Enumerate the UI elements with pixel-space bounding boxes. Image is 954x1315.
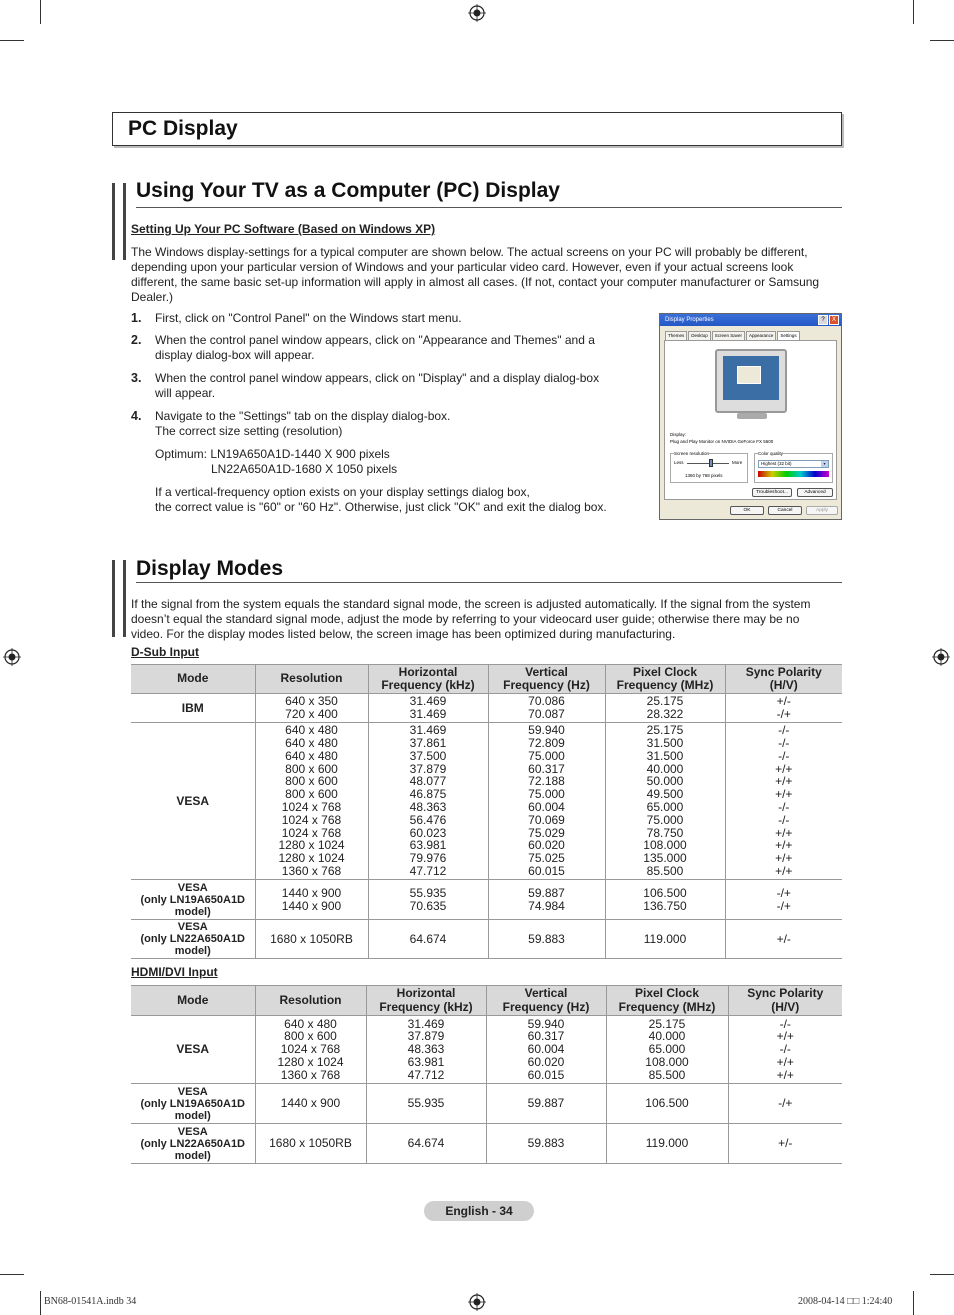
intro-line: Dealer.)	[131, 290, 174, 304]
step-number: 1.	[131, 311, 142, 325]
table-row	[131, 1016, 842, 1084]
value-cell: 640 x 480 640 x 480 640 x 480 800 x 600 800 x 600 800 x 600 1024 x 768 1024 x 768 1024 x 768 1280 x 1024 1280 x 1024 1360 x 768	[255, 723, 368, 880]
step-text: First, click on "Control Panel" on the Windows start menu.	[155, 311, 462, 325]
tab-themes[interactable]: Themes	[665, 331, 687, 340]
table-row	[131, 694, 842, 723]
ok-button[interactable]: OK	[730, 506, 764, 515]
step-text: display dialog-box will appear.	[155, 348, 315, 362]
value-cell: 25.175 40.000 65.000 108.000 85.500	[606, 1016, 728, 1084]
value-cell: 640 x 350 720 x 400	[255, 694, 368, 723]
mode-cell: VESA (only LN19A650A1D model)	[131, 1084, 255, 1124]
mode-cell: IBM	[131, 694, 255, 723]
optimum-line: Optimum: LN19A650A1D-1440 X 900 pixels	[155, 447, 390, 461]
registration-mark-icon	[932, 648, 950, 666]
intro-line: video. For the display modes listed below, the screen image has been optimized during manufacturing.	[131, 627, 676, 641]
section-heading: Using Your TV as a Computer (PC) Display	[136, 179, 560, 202]
column-header: Sync Polarity (H/V)	[725, 665, 842, 694]
table-row	[131, 920, 842, 959]
more-label: More	[732, 460, 743, 465]
column-header: Vertical Frequency (Hz)	[486, 986, 606, 1016]
crop-mark	[40, 0, 41, 24]
monitor-icon	[715, 349, 787, 413]
tab-appearance[interactable]: Appearance	[746, 331, 776, 340]
column-header: Mode	[131, 986, 255, 1016]
crop-mark	[913, 1291, 914, 1315]
color-bar	[758, 471, 829, 477]
mode-cell: VESA (only LN22A650A1D model)	[131, 920, 255, 959]
hdmi-table	[131, 985, 842, 1164]
step-text: Navigate to the "Settings" tab on the display dialog-box.	[155, 409, 451, 423]
troubleshoot-button[interactable]: Troubleshoot...	[752, 488, 792, 497]
step-number: 3.	[131, 371, 142, 385]
column-header: Vertical Frequency (Hz)	[488, 665, 605, 694]
value-cell: -/+	[728, 1084, 842, 1124]
mode-cell: VESA	[131, 723, 255, 880]
chevron-down-icon: ▾	[821, 461, 828, 467]
value-cell: 106.500 136.750	[605, 880, 725, 920]
value-cell: 106.500	[606, 1084, 728, 1124]
value-cell: 64.674	[366, 1124, 486, 1164]
mode-cell: VESA	[131, 1016, 255, 1084]
dialog-title: Display Properties	[665, 317, 714, 323]
value-cell: 55.935 70.635	[368, 880, 488, 920]
value-cell: -/- +/+ -/- +/+ +/+	[728, 1016, 842, 1084]
crop-mark	[0, 40, 24, 41]
step-text: When the control panel window appears, click on "Appearance and Themes" and a	[155, 333, 595, 347]
intro-line: The Windows display-settings for a typical computer are shown below. The actual screens on your PC will probably be different,	[131, 245, 808, 259]
slider-handle[interactable]	[709, 459, 713, 467]
subheading: Setting Up Your PC Software (Based on Windows XP)	[131, 222, 436, 236]
value-cell: 59.940 60.317 60.004 60.020 60.015	[486, 1016, 606, 1084]
hdmi-label: HDMI/DVI Input	[131, 965, 218, 979]
value-cell: 64.674	[368, 920, 488, 959]
optimum-line: LN22A650A1D-1680 X 1050 pixels	[211, 462, 398, 476]
value-cell: 25.175 31.500 31.500 40.000 50.000 49.500 65.000 75.000 78.750 108.000 135.000 85.500	[605, 723, 725, 880]
column-header: Pixel Clock Frequency (MHz)	[605, 665, 725, 694]
section-heading: Display Modes	[136, 557, 284, 580]
monitor-screen	[723, 356, 779, 400]
color-value: Highest (32 bit)	[761, 461, 792, 466]
column-header: Pixel Clock Frequency (MHz)	[606, 986, 728, 1016]
resolution-slider[interactable]	[687, 463, 729, 464]
value-cell: 59.887 74.984	[488, 880, 605, 920]
table-row	[131, 1084, 842, 1124]
value-cell: 1680 x 1050RB	[255, 920, 368, 959]
page-number-badge: English - 34	[424, 1201, 534, 1221]
print-date: 2008-04-14 □□ 1:24:40	[798, 1296, 893, 1307]
resolution-value: 1360 by 768 pixels	[685, 473, 723, 478]
crop-mark	[0, 1274, 24, 1275]
value-cell: 119.000	[605, 920, 725, 959]
crop-mark	[930, 1274, 954, 1275]
color-group	[754, 453, 833, 483]
advanced-button[interactable]: Advanced	[797, 488, 833, 497]
crop-mark	[930, 40, 954, 41]
registration-mark-icon	[468, 4, 486, 22]
column-header: Sync Polarity (H/V)	[728, 986, 842, 1016]
page-title-box	[112, 112, 842, 146]
color-select[interactable]	[758, 460, 829, 468]
value-cell: 640 x 480 800 x 600 1024 x 768 1280 x 1024 1360 x 768	[255, 1016, 366, 1084]
step-text: When the control panel window appears, click on "Display" and a display dialog-box	[155, 371, 600, 385]
step-text: The correct size setting (resolution)	[155, 424, 343, 438]
value-cell: 55.935	[366, 1084, 486, 1124]
tab-settings[interactable]: Settings	[777, 331, 799, 340]
value-cell: 59.887	[486, 1084, 606, 1124]
close-button[interactable]: X	[829, 315, 839, 325]
value-cell: 59.883	[488, 920, 605, 959]
cancel-button[interactable]: Cancel	[768, 506, 802, 515]
dialog-tabs	[665, 331, 801, 340]
settings-panel	[664, 340, 837, 500]
crop-mark	[913, 0, 914, 24]
apply-button[interactable]: Apply	[806, 506, 838, 515]
column-header: Resolution	[255, 665, 368, 694]
registration-mark-icon	[3, 648, 21, 666]
value-cell: +/-	[728, 1124, 842, 1164]
column-header: Horizontal Frequency (kHz)	[368, 665, 488, 694]
vfreq-line: the correct value is "60" or "60 Hz". Otherwise, just click "OK" and exit the dialog box.	[155, 500, 607, 514]
column-header: Mode	[131, 665, 255, 694]
mode-cell: VESA (only LN19A650A1D model)	[131, 880, 255, 920]
value-cell: 119.000	[606, 1124, 728, 1164]
value-cell: 59.883	[486, 1124, 606, 1164]
value-cell: +/- -/+	[725, 694, 842, 723]
vfreq-line: If a vertical-frequency option exists on your display settings dialog box,	[155, 485, 530, 499]
registration-mark-icon	[468, 1293, 486, 1311]
display-value: Plug and Play Monitor on NVIDIA GeForce FX 5600	[670, 439, 774, 444]
display-properties-dialog	[659, 313, 842, 520]
page-title: PC Display	[128, 117, 238, 140]
step-number: 4.	[131, 409, 142, 423]
dsub-label: D-Sub Input	[131, 645, 199, 659]
intro-line: different, the same basic set-up information will apply in almost all cases. (If not, contact your computer manufacturer or Samsung	[131, 275, 820, 289]
file-info: BN68-01541A.indb 34	[44, 1296, 137, 1307]
help-button[interactable]: ?	[818, 315, 828, 325]
value-cell: 1680 x 1050RB	[255, 1124, 366, 1164]
column-header: Resolution	[255, 986, 366, 1016]
resolution-label: Screen resolution	[674, 451, 710, 456]
mode-cell: VESA (only LN22A650A1D model)	[131, 1124, 255, 1164]
tab-desktop[interactable]: Desktop	[688, 331, 711, 340]
dialog-titlebar	[660, 314, 841, 326]
tab-screen-saver[interactable]: Screen Saver	[712, 331, 745, 340]
color-label: Color quality	[758, 451, 784, 456]
intro-line: doesn’t equal the standard signal mode, adjust the mode by referring to your videocard user guide; otherwise there may be no	[131, 612, 800, 626]
value-cell: 1440 x 900	[255, 1084, 366, 1124]
less-label: Less	[674, 460, 684, 465]
step-text: will appear.	[155, 386, 216, 400]
value-cell: 31.469 37.879 48.363 63.981 47.712	[366, 1016, 486, 1084]
dsub-table	[131, 664, 842, 959]
intro-line: If the signal from the system equals the standard signal mode, the screen is adjusted automatically. If the signal from the system	[131, 597, 811, 611]
section-header	[136, 556, 842, 583]
value-cell: -/- -/- -/- +/+ +/+ +/+ -/- -/- +/+ +/+ +/+ +/+	[725, 723, 842, 880]
value-cell: -/+ -/+	[725, 880, 842, 920]
display-label: Display:	[670, 432, 687, 437]
column-header: Horizontal Frequency (kHz)	[366, 986, 486, 1016]
value-cell: 1440 x 900 1440 x 900	[255, 880, 368, 920]
step-number: 2.	[131, 333, 142, 347]
section-header	[136, 178, 842, 208]
value-cell: 31.469 37.861 37.500 37.879 48.077 46.875 48.363 56.476 60.023 63.981 79.976 47.712	[368, 723, 488, 880]
section-bar	[112, 560, 126, 637]
value-cell: 59.940 72.809 75.000 60.317 72.188 75.000 60.004 70.069 75.029 60.020 75.025 60.015	[488, 723, 605, 880]
table-row	[131, 723, 842, 880]
crop-mark	[40, 1291, 41, 1315]
value-cell: +/-	[725, 920, 842, 959]
table-row	[131, 880, 842, 920]
value-cell: 70.086 70.087	[488, 694, 605, 723]
value-cell: 25.175 28.322	[605, 694, 725, 723]
intro-line: depending upon your particular version of Windows and your particular video card. However, even if your actual screens look	[131, 260, 794, 274]
value-cell: 31.469 31.469	[368, 694, 488, 723]
section-bar	[112, 183, 126, 260]
table-row	[131, 1124, 842, 1164]
